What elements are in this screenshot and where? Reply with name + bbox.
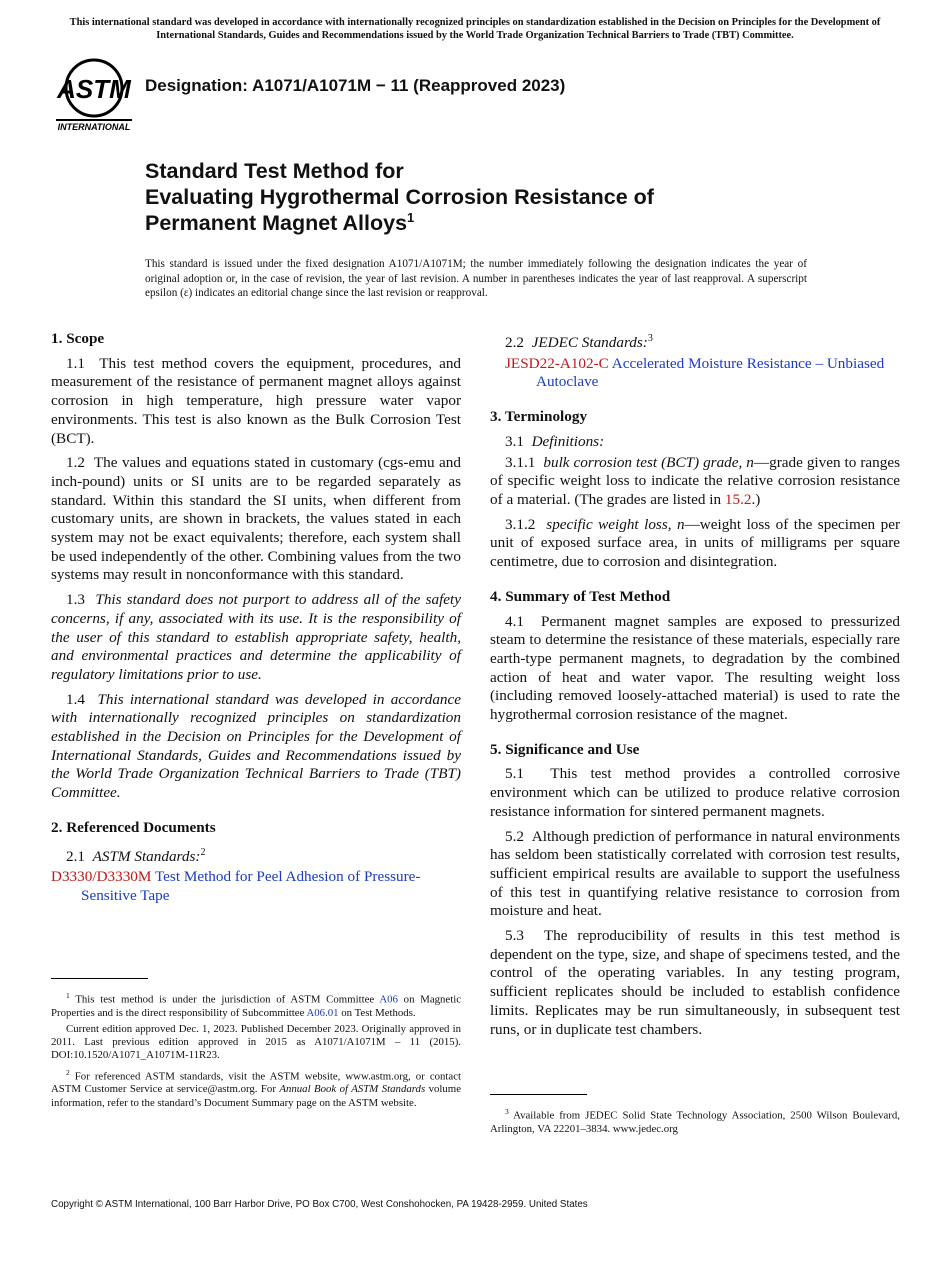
jedec-code-link[interactable]: JESD22-A102-C bbox=[505, 354, 609, 372]
title-footnote-mark: 1 bbox=[407, 209, 415, 225]
document-title bbox=[145, 158, 654, 236]
title-line-2: Evaluating Hygrothermal Corrosion Resistance of bbox=[145, 185, 654, 209]
astm-logo bbox=[52, 55, 136, 133]
designation: Designation: A1071/A1071M − 11 (Reapproved 2023) bbox=[145, 76, 566, 95]
logo-text: ASTM bbox=[57, 74, 131, 104]
footnote-1: $^1$ This test method is under the jurisdiction of ASTM Committee A06 on Magnetic Properties and is the direct responsibility of Subcommittee A06.01 on Test Methods. bbox=[51, 991, 461, 1019]
footnote-divider-left bbox=[51, 978, 148, 979]
footnote-3: $^3$ Available from JEDEC Solid State Technology Association, 2500 Wilson Boulevard, Arlington, VA 22201–3834. www.jedec.org bbox=[490, 1107, 900, 1135]
paragraph-5-2: 5.2 Although prediction of performance in natural environments has seldom been statistically correlated with corrosion test results, sufficient empirical results are available to support the usefulness of this test in quantifying relative resistance to corrosion from moisture and heat. bbox=[490, 827, 901, 920]
copyright-line: Copyright © ASTM International, 100 Barr Harbor Drive, PO Box C700, West Conshohocken, PA 19428-2959. United States bbox=[51, 1199, 588, 1210]
footnote-edition: Current edition approved Dec. 1, 2023. Published December 2023. Originally approved in 2011. Last previous edition approved in 2015 as A1071/A1071M – 11 (2015). DOI:10.1520/A1071_A1071M-11R23. bbox=[51, 1023, 461, 1062]
astm-standards-label: 2.1 ASTM Standards:$^2$ bbox=[66, 846, 206, 865]
reference-jesd22[interactable] bbox=[490, 355, 900, 392]
paragraph-5-3: 5.3 The reproducibility of results in this test method is dependent on the type, size, and shape of specimens tested, and the control of the operating variables. In any testing program, sufficient replicates should be included to establish confidence limits. Replicates may be run simultaneously, in subsequent test runs, or in duplicate test chambers. bbox=[490, 927, 900, 1038]
footnote-2: $^2$ For referenced ASTM standards, visit the ASTM website, www.astm.org, or contact ASTM Customer Service at service@astm.org. For Annual Book of ASTM Standards volume information, refer to the standard’s Document Summary page on the ASTM website. bbox=[51, 1067, 461, 1109]
paragraph-1-3: 1.3 This standard does not purport to address all of the safety concerns, if any, associated with its use. It is the responsibility of the user of this standard to establish appropriate safety, health, and environmental practices and determine the applicability of regulatory limitations prior to use. bbox=[51, 591, 462, 683]
section-heading-summary: 4. Summary of Test Method bbox=[490, 587, 671, 605]
section-heading-scope: 1. Scope bbox=[51, 330, 105, 347]
reference-title-link[interactable]: Test Method for Peel Adhesion of Pressure-Sensitive Tape bbox=[81, 868, 421, 905]
title-line-1: Standard Test Method for bbox=[145, 159, 404, 183]
section-heading-significance: 5. Significance and Use bbox=[490, 740, 640, 758]
section-heading-referenced: 2. Referenced Documents bbox=[51, 818, 216, 836]
issued-note: This standard is issued under the fixed designation A1071/A1071M; the number immediately following the designation indicates the year of original adoption or, in the case of revision, the year of last revision. A number in parentheses indicates the year of last reapproval. A superscript epsilon (ε) indicates an editorial change since the last revision or reapproval. bbox=[145, 258, 807, 300]
standard-notice: This international standard was developed in accordance with internationally recognized principles on standardization established in the Decision on Principles for the Development of International Standards, Guides and Recommendations issued by the World Trade Organization Technical Barriers to Trade (TBT) Committee. bbox=[69, 17, 881, 41]
logo-subtext: INTERNATIONAL bbox=[57, 122, 131, 132]
jedec-standards-label: 2.2 JEDEC Standards:$^3$ bbox=[505, 333, 653, 352]
definition-3-1-1: 3.1.1 bulk corrosion test (BCT) grade, n—grade given to ranges of specific weight loss to indicate the relative corrosion resistance of a material. (The grades are listed in 15.2.) bbox=[490, 453, 901, 508]
right-column bbox=[490, 330, 900, 1045]
reference-d3330[interactable] bbox=[51, 868, 461, 905]
paragraph-1-1: 1.1 This test method covers the equipment, procedures, and measurement of the resistance of permanent magnet alloys against corrosion in high temperature, high pressure water vapor environments. This test is also known as the Bulk Corrosion Test (BCT). bbox=[51, 354, 462, 447]
paragraph-1-2: 1.2 The values and equations stated in customary (cgs-emu and inch-pound) units or SI units are to be regarded separately as standard. Within this standard the SI units, when different from customary units, are shown in brackets, the values stated in each system may not be exact equivalents; therefore, each system shall be used independently of the other. Combining values from the two systems may result in nonconformance with this standard. bbox=[51, 454, 461, 584]
footnote-divider-right bbox=[490, 1094, 587, 1095]
footnotes-left bbox=[51, 989, 461, 1113]
paragraph-5-1: 5.1 This test method provides a controlled corrosive environment which can be utilized to produce relative corrosion resistance information for sintered permanent magnets. bbox=[490, 765, 900, 820]
footnotes-right bbox=[490, 1105, 900, 1139]
section-heading-terminology: 3. Terminology bbox=[490, 408, 588, 426]
jedec-title-link[interactable]: Accelerated Moisture Resistance – Unbiased Autoclave bbox=[536, 354, 885, 391]
subcommittee-link-a06-01[interactable]: A06.01 bbox=[306, 1006, 339, 1019]
paragraph-4-1: 4.1 Permanent magnet samples are exposed to pressurized steam to determine the resistance of these materials, especially rare earth-type permanent magnets, to degradation by the combined action of heat and water vapor. The resulting weight loss (including removed loosely-attached material) is used to rate the hygrothermal corrosion resistance of the magnet. bbox=[490, 612, 901, 724]
astm-logo-icon bbox=[52, 55, 136, 133]
paragraph-1-4: 1.4 This international standard was developed in accordance with internationally recognized principles on standardization established in the Decision on Principles for the Development of International Standards, Guides and Recommendations issued by the World Trade Organization Technical Barriers to Trade (TBT) Committee. bbox=[51, 690, 461, 802]
grades-link[interactable]: 15.2 bbox=[724, 490, 752, 508]
definitions-label: 3.1 Definitions: bbox=[505, 432, 605, 450]
reference-code-link[interactable]: D3330/D3330M bbox=[51, 868, 152, 886]
left-column bbox=[51, 330, 461, 912]
definition-3-1-2: 3.1.2 specific weight loss, n—weight loss of the specimen per unit of exposed surface area, in units of milligrams per square centimetre, due to corrosion and disintegration. bbox=[490, 515, 900, 571]
title-line-3: Permanent Magnet Alloys bbox=[145, 211, 408, 235]
committee-link-a06[interactable]: A06 bbox=[379, 993, 398, 1006]
